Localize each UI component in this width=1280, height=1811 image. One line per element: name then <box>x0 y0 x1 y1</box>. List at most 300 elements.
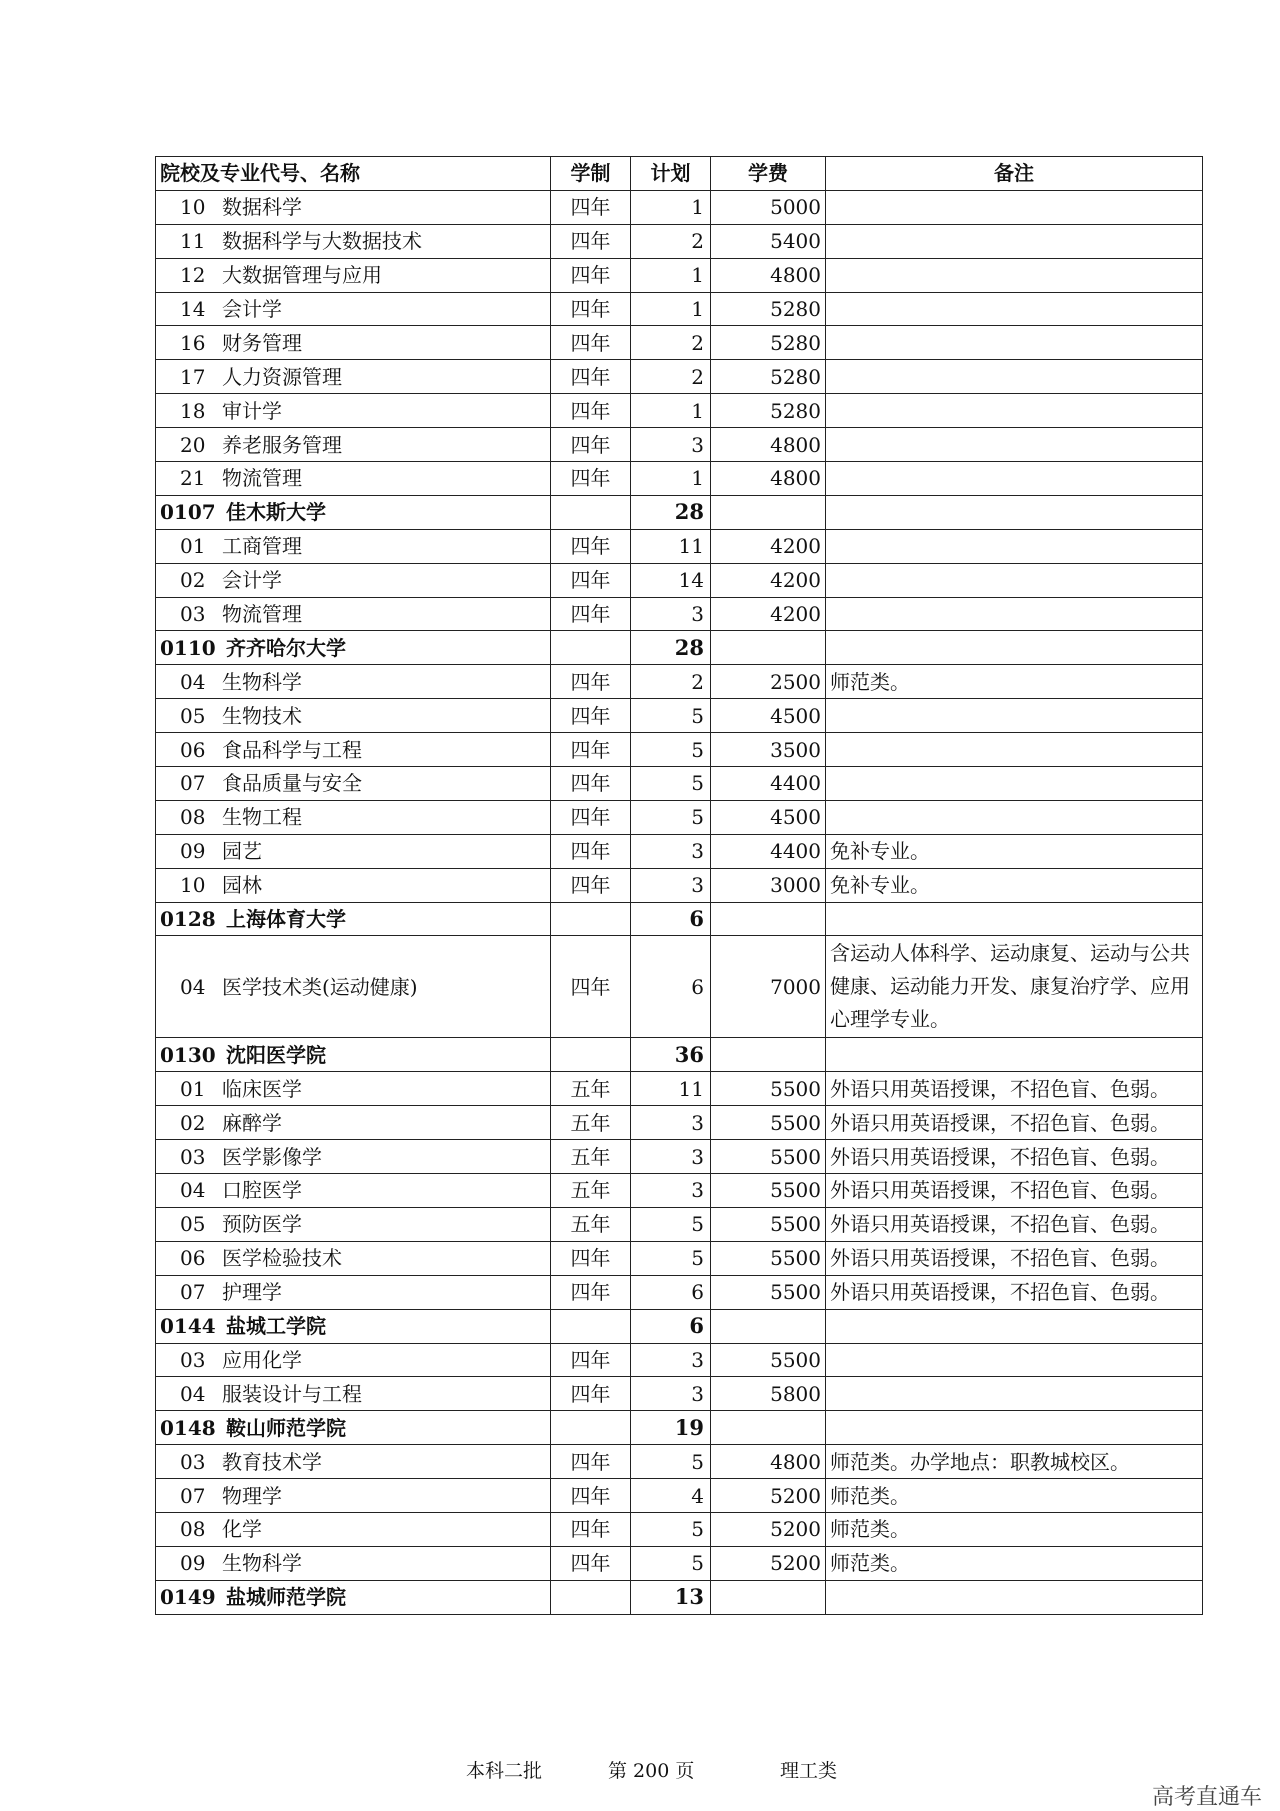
major-name: 会计学 <box>222 568 282 593</box>
cell-fee: 4200 <box>711 529 826 563</box>
major-name: 审计学 <box>222 398 282 423</box>
cell-fee: 4400 <box>711 767 826 801</box>
cell-plan: 5 <box>631 733 711 767</box>
school-row <box>156 1038 1203 1072</box>
cell-note <box>826 733 1203 767</box>
school-name: 齐齐哈尔大学 <box>226 635 346 660</box>
major-code: 06 <box>180 1246 206 1271</box>
major-row <box>156 224 1203 258</box>
cell-fee: 5800 <box>711 1377 826 1411</box>
cell-name <box>156 292 551 326</box>
cell-duration <box>551 1580 631 1614</box>
major-row <box>156 1479 1203 1513</box>
cell-duration: 四年 <box>551 800 631 834</box>
cell-note <box>826 1411 1203 1445</box>
cell-fee: 4500 <box>711 800 826 834</box>
major-row <box>156 292 1203 326</box>
cell-fee: 4200 <box>711 563 826 597</box>
school-name: 沈阳医学院 <box>226 1042 326 1067</box>
major-code: 06 <box>180 737 206 762</box>
footer-page-number: 第 200 页 <box>608 1760 695 1782</box>
cell-note <box>826 1343 1203 1377</box>
cell-name <box>156 597 551 631</box>
cell-name <box>156 1580 551 1614</box>
major-code: 08 <box>180 805 206 830</box>
header-name: 院校及专业代号、名称 <box>156 157 551 191</box>
cell-duration <box>551 1309 631 1343</box>
cell-plan: 13 <box>631 1580 711 1614</box>
major-name: 物流管理 <box>222 602 302 627</box>
major-row <box>156 1512 1203 1546</box>
major-row <box>156 1106 1203 1140</box>
cell-duration <box>551 495 631 529</box>
major-code: 20 <box>180 432 206 457</box>
school-code: 0148 <box>160 1415 216 1440</box>
cell-fee: 5500 <box>711 1174 826 1208</box>
major-name: 大数据管理与应用 <box>222 263 382 288</box>
cell-fee: 4200 <box>711 597 826 631</box>
cell-duration: 四年 <box>551 733 631 767</box>
school-row <box>156 1309 1203 1343</box>
major-row <box>156 834 1203 868</box>
cell-fee: 4800 <box>711 258 826 292</box>
major-code: 05 <box>180 703 206 728</box>
cell-fee <box>711 1309 826 1343</box>
major-row <box>156 462 1203 496</box>
cell-plan: 3 <box>631 834 711 868</box>
major-row <box>156 258 1203 292</box>
school-code: 0130 <box>160 1042 216 1067</box>
major-code: 03 <box>180 602 206 627</box>
school-row <box>156 1411 1203 1445</box>
cell-fee: 2500 <box>711 665 826 699</box>
cell-name <box>156 428 551 462</box>
cell-fee: 3500 <box>711 733 826 767</box>
school-name: 鞍山师范学院 <box>226 1415 346 1440</box>
cell-name <box>156 902 551 936</box>
cell-note: 外语只用英语授课，不招色盲、色弱。 <box>826 1140 1203 1174</box>
cell-plan: 3 <box>631 1106 711 1140</box>
cell-duration: 四年 <box>551 258 631 292</box>
cell-note: 免补专业。 <box>826 868 1203 902</box>
cell-duration: 五年 <box>551 1106 631 1140</box>
major-name: 医学检验技术 <box>222 1246 342 1271</box>
cell-plan: 5 <box>631 767 711 801</box>
major-row <box>156 597 1203 631</box>
major-code: 01 <box>180 534 206 559</box>
cell-fee: 5500 <box>711 1140 826 1174</box>
cell-note <box>826 190 1203 224</box>
major-row <box>156 1072 1203 1106</box>
cell-duration: 四年 <box>551 563 631 597</box>
cell-duration: 四年 <box>551 868 631 902</box>
cell-plan: 6 <box>631 1309 711 1343</box>
cell-fee <box>711 1411 826 1445</box>
major-name: 医学技术类(运动健康) <box>222 974 418 999</box>
cell-name <box>156 258 551 292</box>
major-name: 食品科学与工程 <box>222 737 362 762</box>
cell-plan: 14 <box>631 563 711 597</box>
cell-fee: 7000 <box>711 936 826 1038</box>
cell-note <box>826 699 1203 733</box>
major-row <box>156 767 1203 801</box>
cell-note: 外语只用英语授课，不招色盲、色弱。 <box>826 1174 1203 1208</box>
major-name: 生物技术 <box>222 703 302 728</box>
major-code: 11 <box>180 229 206 254</box>
school-code: 0144 <box>160 1314 216 1339</box>
cell-plan: 3 <box>631 428 711 462</box>
cell-fee: 5500 <box>711 1241 826 1275</box>
major-code: 14 <box>180 297 206 321</box>
cell-plan: 1 <box>631 190 711 224</box>
major-name: 口腔医学 <box>222 1178 302 1203</box>
major-row <box>156 1445 1203 1479</box>
major-code: 03 <box>180 1347 206 1372</box>
cell-plan: 4 <box>631 1479 711 1513</box>
cell-name <box>156 1106 551 1140</box>
school-code: 0107 <box>160 500 216 525</box>
cell-note <box>826 800 1203 834</box>
major-row <box>156 394 1203 428</box>
cell-plan: 19 <box>631 1411 711 1445</box>
cell-name <box>156 1512 551 1546</box>
cell-duration: 四年 <box>551 1512 631 1546</box>
cell-name <box>156 326 551 360</box>
cell-name <box>156 563 551 597</box>
cell-note: 外语只用英语授课，不招色盲、色弱。 <box>826 1072 1203 1106</box>
cell-duration: 四年 <box>551 326 631 360</box>
cell-fee: 5280 <box>711 326 826 360</box>
cell-name <box>156 394 551 428</box>
cell-plan: 1 <box>631 292 711 326</box>
table-header-row <box>156 157 1203 191</box>
cell-duration: 五年 <box>551 1072 631 1106</box>
major-name: 麻醉学 <box>222 1110 282 1135</box>
cell-note <box>826 1580 1203 1614</box>
major-row <box>156 868 1203 902</box>
cell-fee: 4800 <box>711 428 826 462</box>
cell-duration: 五年 <box>551 1140 631 1174</box>
major-row <box>156 665 1203 699</box>
major-row <box>156 1241 1203 1275</box>
cell-duration: 四年 <box>551 529 631 563</box>
major-name: 养老服务管理 <box>222 432 342 457</box>
cell-duration: 四年 <box>551 1377 631 1411</box>
major-code: 01 <box>180 1076 206 1101</box>
cell-note: 师范类。 <box>826 1479 1203 1513</box>
cell-note <box>826 394 1203 428</box>
cell-note <box>826 428 1203 462</box>
cell-fee: 5200 <box>711 1512 826 1546</box>
cell-plan: 2 <box>631 326 711 360</box>
cell-plan: 5 <box>631 1512 711 1546</box>
major-row <box>156 1377 1203 1411</box>
major-row <box>156 733 1203 767</box>
cell-plan: 3 <box>631 1140 711 1174</box>
major-name: 教育技术学 <box>222 1449 322 1474</box>
major-row <box>156 1174 1203 1208</box>
cell-fee: 5200 <box>711 1546 826 1580</box>
cell-name <box>156 1546 551 1580</box>
cell-note: 免补专业。 <box>826 834 1203 868</box>
major-row <box>156 563 1203 597</box>
header-duration: 学制 <box>551 157 631 191</box>
cell-name <box>156 665 551 699</box>
cell-fee: 5500 <box>711 1275 826 1309</box>
cell-name <box>156 699 551 733</box>
cell-name <box>156 1207 551 1241</box>
major-code: 04 <box>180 669 206 694</box>
cell-fee: 5500 <box>711 1072 826 1106</box>
cell-duration: 四年 <box>551 224 631 258</box>
cell-note <box>826 563 1203 597</box>
cell-fee <box>711 495 826 529</box>
school-code: 0110 <box>160 635 216 660</box>
cell-fee: 4800 <box>711 1445 826 1479</box>
cell-fee <box>711 1580 826 1614</box>
cell-duration: 四年 <box>551 936 631 1038</box>
cell-note <box>826 224 1203 258</box>
cell-plan: 5 <box>631 1546 711 1580</box>
major-code: 08 <box>180 1517 206 1542</box>
cell-name <box>156 1309 551 1343</box>
header-note: 备注 <box>826 157 1203 191</box>
cell-name <box>156 631 551 665</box>
cell-note <box>826 1377 1203 1411</box>
major-name: 财务管理 <box>222 330 302 355</box>
major-name: 人力资源管理 <box>222 364 342 389</box>
major-code: 03 <box>180 1144 206 1169</box>
cell-fee: 5500 <box>711 1106 826 1140</box>
cell-duration: 四年 <box>551 699 631 733</box>
major-code: 02 <box>180 1110 206 1135</box>
cell-plan: 1 <box>631 258 711 292</box>
cell-fee: 5500 <box>711 1343 826 1377</box>
cell-duration: 四年 <box>551 394 631 428</box>
cell-note <box>826 258 1203 292</box>
cell-duration <box>551 1411 631 1445</box>
cell-fee: 4400 <box>711 834 826 868</box>
major-name: 预防医学 <box>222 1212 302 1237</box>
cell-duration: 四年 <box>551 1241 631 1275</box>
footer-category: 理工类 <box>780 1760 838 1782</box>
cell-duration: 四年 <box>551 292 631 326</box>
major-code: 07 <box>180 1483 206 1508</box>
cell-plan: 1 <box>631 394 711 428</box>
cell-note <box>826 631 1203 665</box>
major-code: 10 <box>180 873 206 898</box>
major-name: 生物科学 <box>222 669 302 694</box>
cell-note <box>826 360 1203 394</box>
major-name: 服装设计与工程 <box>222 1381 362 1406</box>
major-row <box>156 360 1203 394</box>
cell-note <box>826 1038 1203 1072</box>
cell-name <box>156 733 551 767</box>
cell-note: 外语只用英语授课，不招色盲、色弱。 <box>826 1106 1203 1140</box>
cell-duration: 四年 <box>551 767 631 801</box>
cell-note: 师范类。办学地点：职教城校区。 <box>826 1445 1203 1479</box>
major-code: 09 <box>180 839 206 864</box>
cell-name <box>156 1343 551 1377</box>
cell-plan: 3 <box>631 1174 711 1208</box>
cell-duration: 五年 <box>551 1207 631 1241</box>
cell-note: 师范类。 <box>826 665 1203 699</box>
cell-fee: 5280 <box>711 360 826 394</box>
cell-name <box>156 462 551 496</box>
cell-fee: 5400 <box>711 224 826 258</box>
cell-note <box>826 767 1203 801</box>
major-code: 04 <box>180 1381 206 1406</box>
cell-name <box>156 360 551 394</box>
cell-note <box>826 292 1203 326</box>
cell-plan: 28 <box>631 631 711 665</box>
school-name: 盐城工学院 <box>226 1314 326 1339</box>
cell-note: 外语只用英语授课，不招色盲、色弱。 <box>826 1207 1203 1241</box>
major-row <box>156 1207 1203 1241</box>
major-name: 生物科学 <box>222 1551 302 1576</box>
major-name: 医学影像学 <box>222 1144 322 1169</box>
major-code: 04 <box>180 974 206 999</box>
major-row <box>156 1140 1203 1174</box>
major-name: 生物工程 <box>222 805 302 830</box>
cell-plan: 11 <box>631 529 711 563</box>
cell-note <box>826 1309 1203 1343</box>
cell-plan: 5 <box>631 699 711 733</box>
cell-note <box>826 529 1203 563</box>
school-row <box>156 631 1203 665</box>
cell-plan: 3 <box>631 1343 711 1377</box>
cell-duration: 四年 <box>551 428 631 462</box>
cell-name <box>156 936 551 1038</box>
cell-note: 师范类。 <box>826 1512 1203 1546</box>
cell-plan: 36 <box>631 1038 711 1072</box>
cell-fee: 4800 <box>711 462 826 496</box>
cell-name <box>156 1174 551 1208</box>
major-name: 临床医学 <box>222 1076 302 1101</box>
header-plan: 计划 <box>631 157 711 191</box>
major-code: 07 <box>180 1280 206 1305</box>
major-name: 食品质量与安全 <box>222 771 362 796</box>
major-code: 18 <box>180 398 206 423</box>
cell-note <box>826 462 1203 496</box>
major-code: 03 <box>180 1449 206 1474</box>
cell-plan: 3 <box>631 868 711 902</box>
school-row <box>156 902 1203 936</box>
cell-note: 外语只用英语授课，不招色盲、色弱。 <box>826 1275 1203 1309</box>
cell-name <box>156 1038 551 1072</box>
major-code: 05 <box>180 1212 206 1237</box>
cell-note <box>826 597 1203 631</box>
major-row <box>156 529 1203 563</box>
cell-duration: 四年 <box>551 665 631 699</box>
cell-name <box>156 1445 551 1479</box>
school-name: 上海体育大学 <box>226 907 346 932</box>
footer-batch: 本科二批 <box>466 1760 543 1782</box>
school-row <box>156 495 1203 529</box>
cell-plan: 28 <box>631 495 711 529</box>
major-name: 物流管理 <box>222 466 302 491</box>
cell-plan: 5 <box>631 800 711 834</box>
major-row <box>156 326 1203 360</box>
cell-note <box>826 326 1203 360</box>
school-name: 盐城师范学院 <box>226 1585 346 1610</box>
cell-plan: 1 <box>631 462 711 496</box>
cell-duration: 五年 <box>551 1174 631 1208</box>
cell-name <box>156 1275 551 1309</box>
cell-name <box>156 1479 551 1513</box>
cell-name <box>156 800 551 834</box>
cell-fee: 4500 <box>711 699 826 733</box>
major-row <box>156 1343 1203 1377</box>
major-row <box>156 800 1203 834</box>
cell-fee: 5280 <box>711 292 826 326</box>
major-row <box>156 936 1203 1038</box>
cell-duration: 四年 <box>551 1445 631 1479</box>
cell-fee: 3000 <box>711 868 826 902</box>
cell-fee <box>711 902 826 936</box>
major-name: 物理学 <box>222 1483 282 1508</box>
cell-duration <box>551 631 631 665</box>
cell-plan: 2 <box>631 360 711 394</box>
major-code: 16 <box>180 330 206 355</box>
major-name: 数据科学 <box>222 195 302 220</box>
cell-name <box>156 1072 551 1106</box>
cell-name <box>156 1140 551 1174</box>
major-row <box>156 190 1203 224</box>
cell-plan: 5 <box>631 1445 711 1479</box>
major-name: 化学 <box>222 1517 262 1542</box>
cell-name <box>156 1377 551 1411</box>
major-code: 21 <box>180 466 206 491</box>
cell-name <box>156 868 551 902</box>
cell-plan: 6 <box>631 1275 711 1309</box>
school-code: 0149 <box>160 1585 216 1610</box>
cell-name <box>156 495 551 529</box>
cell-plan: 5 <box>631 1241 711 1275</box>
major-name: 应用化学 <box>222 1347 302 1372</box>
cell-note: 师范类。 <box>826 1546 1203 1580</box>
major-row <box>156 1546 1203 1580</box>
major-code: 17 <box>180 364 206 389</box>
major-row <box>156 428 1203 462</box>
enrollment-plan-table <box>155 156 1203 1615</box>
cell-note: 外语只用英语授课，不招色盲、色弱。 <box>826 1241 1203 1275</box>
cell-name <box>156 834 551 868</box>
cell-plan: 5 <box>631 1207 711 1241</box>
school-row <box>156 1580 1203 1614</box>
cell-fee: 5000 <box>711 190 826 224</box>
watermark-text: 高考直通车 <box>1151 1785 1262 1810</box>
school-code: 0128 <box>160 907 216 932</box>
cell-duration: 四年 <box>551 462 631 496</box>
cell-name <box>156 1411 551 1445</box>
cell-fee: 5200 <box>711 1479 826 1513</box>
cell-note <box>826 902 1203 936</box>
cell-note <box>826 495 1203 529</box>
cell-plan: 6 <box>631 936 711 1038</box>
cell-duration <box>551 902 631 936</box>
major-name: 数据科学与大数据技术 <box>222 229 422 254</box>
major-code: 09 <box>180 1551 206 1576</box>
major-name: 园艺 <box>222 839 262 864</box>
cell-name <box>156 190 551 224</box>
cell-fee <box>711 631 826 665</box>
major-code: 10 <box>180 195 206 220</box>
cell-duration: 四年 <box>551 1343 631 1377</box>
cell-name <box>156 767 551 801</box>
major-name: 园林 <box>222 873 262 898</box>
cell-duration <box>551 1038 631 1072</box>
